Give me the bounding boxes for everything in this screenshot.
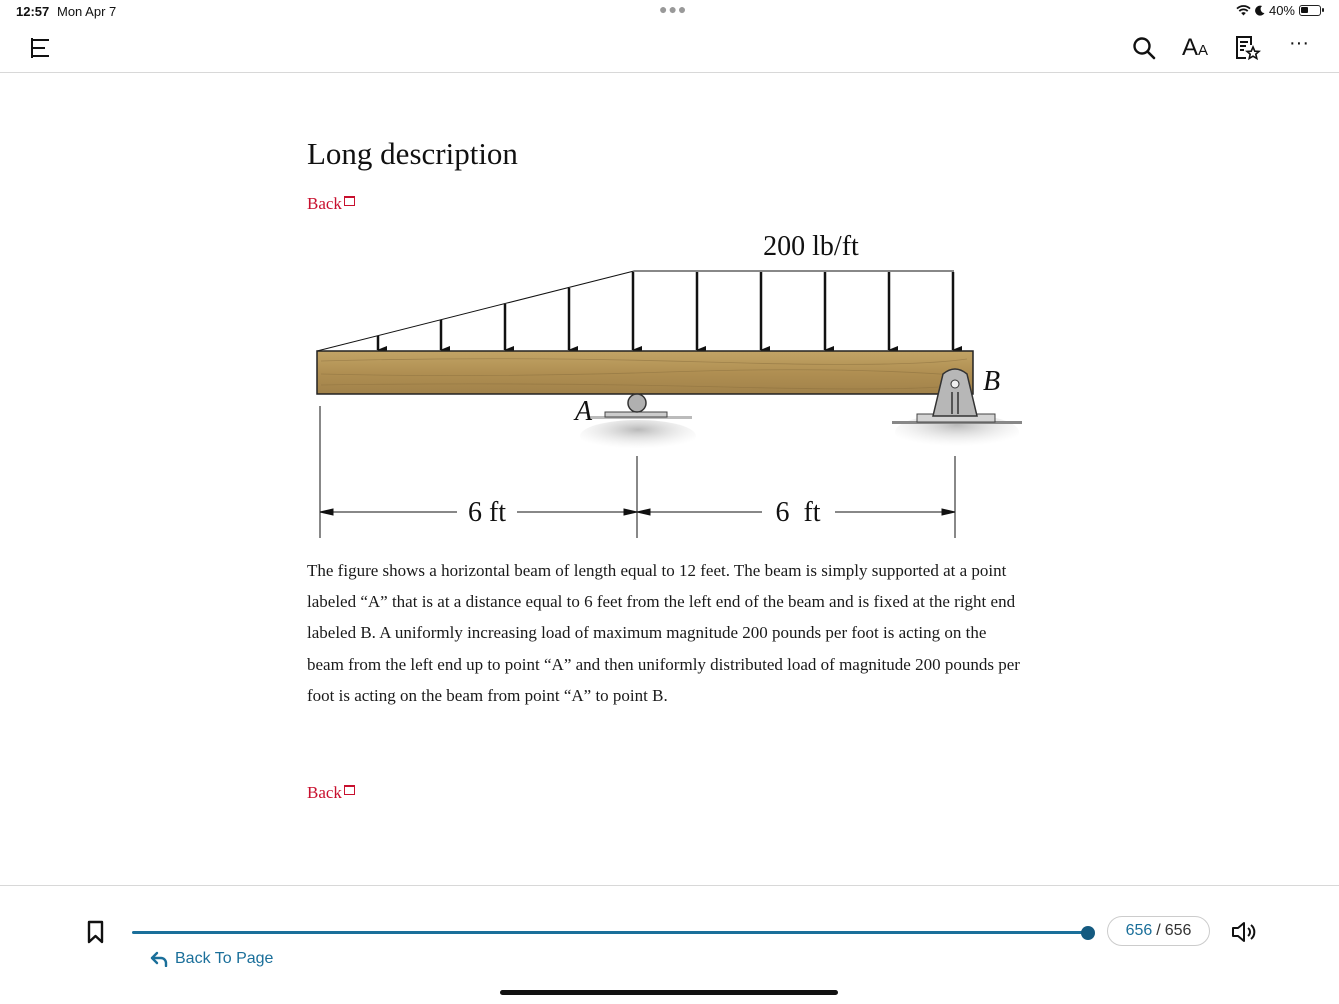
- status-indicators: [1236, 3, 1321, 18]
- speaker-icon: [1231, 920, 1257, 944]
- page-title: Long description: [307, 136, 518, 171]
- bookmark-icon: [87, 920, 104, 944]
- page-counter[interactable]: [1107, 916, 1210, 946]
- read-aloud-button[interactable]: [1231, 920, 1257, 949]
- status-date: Mon Apr 7: [57, 4, 117, 19]
- progress-track: [132, 931, 1088, 934]
- font-size-icon: AA: [1182, 34, 1209, 61]
- back-to-page-button[interactable]: [150, 950, 273, 968]
- search-icon: [1132, 36, 1156, 60]
- dimension-right-label: 6 ft: [775, 497, 821, 528]
- menu-button[interactable]: [31, 38, 51, 58]
- page-current: 656: [1125, 922, 1153, 939]
- back-link-top[interactable]: Back: [307, 194, 355, 214]
- footer-divider: [0, 885, 1339, 886]
- beam-figure: [307, 228, 1027, 544]
- page-total: 656: [1164, 922, 1192, 939]
- font-size-button[interactable]: [1182, 34, 1208, 62]
- load-arrows: [378, 272, 953, 350]
- support-b-label: B: [983, 366, 1001, 397]
- bookmark-button[interactable]: [87, 920, 104, 949]
- wifi-icon: [1236, 5, 1251, 16]
- battery-icon: [1299, 5, 1321, 16]
- battery-percent: 40%: [1268, 3, 1295, 18]
- long-description-text: The figure shows a horizontal beam of length equal to 12 feet. The beam is simply supported at a point labeled “A” that is at a distance equal to 6 feet from the left end of the beam and is fixed at the right end labeled B. A uniformly increasing load of maximum magnitude 200 pounds per foot is acting on the beam from the left end up to point “A” and then uniformly distributed load of magnitude 200 pounds per foot is acting on the beam from point “A” to point B.: [307, 561, 1020, 705]
- beam-diagram: [307, 228, 1027, 544]
- external-link-icon: [344, 196, 355, 206]
- more-icon: ···: [1289, 32, 1309, 54]
- support-a: [580, 394, 696, 452]
- status-time: 12:57: [16, 4, 50, 19]
- bookmarks-list-button[interactable]: [1233, 34, 1261, 67]
- support-a-label: A: [575, 396, 593, 427]
- load-label: 200 lb/ft: [763, 231, 859, 262]
- back-link-bottom[interactable]: Back: [307, 783, 355, 803]
- home-indicator[interactable]: [500, 990, 838, 995]
- page-separator: /: [1156, 922, 1161, 939]
- page-progress-slider[interactable]: [132, 926, 1095, 940]
- status-bar: [0, 0, 1339, 24]
- reader-toolbar: [0, 24, 1339, 73]
- back-to-page-label: Back To Page: [175, 950, 274, 967]
- back-arrow-icon: [150, 951, 168, 967]
- bookmark-list-star-icon: [1233, 34, 1261, 62]
- dimension-left-label: 6 ft: [467, 497, 507, 528]
- external-link-icon: [344, 785, 355, 795]
- search-button[interactable]: [1132, 36, 1156, 65]
- moon-icon: [1255, 5, 1265, 16]
- more-options-button[interactable]: [1289, 32, 1309, 54]
- multitasking-dots-icon[interactable]: ●●●: [659, 1, 688, 17]
- progress-thumb[interactable]: [1081, 926, 1095, 940]
